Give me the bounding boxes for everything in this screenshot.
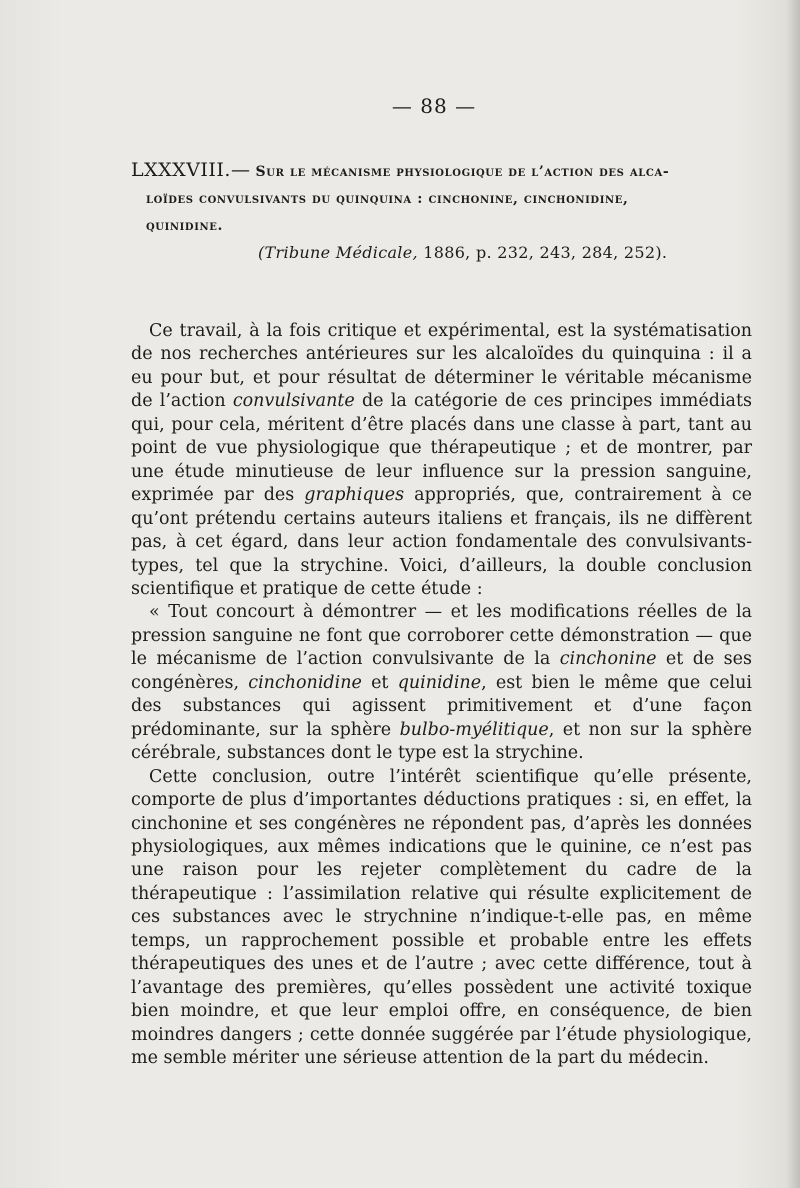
page-number: — 88 —: [391, 94, 477, 118]
paragraph-1: [131, 320, 752, 601]
paragraph-2-italic-cinchonidine: cinchonidine: [248, 672, 362, 693]
page-edge-shadow: [786, 0, 800, 1188]
paragraph-1-italic-graphiques: graphiques: [304, 485, 405, 506]
citation: [258, 243, 667, 262]
citation-journal: (Tribune Médicale,: [258, 243, 418, 262]
body-text: [131, 320, 752, 1071]
paragraph-2-italic-quinidine: quinidine: [397, 672, 482, 693]
entry-title-line-3: quinidine.: [146, 218, 223, 234]
paragraph-2-text-c: et: [361, 672, 398, 693]
paragraph-1-text-c: appropriés, que, contrairement à ce qu’ont prétendu certains auteurs italiens et français, ils ne diffèrent pas, à cet égard, dans leur action fondamentale des convulsivants-types, tel que la strychine. Voici, d’ailleurs, la double conclusion scientifique et pratique de cette étude :: [131, 485, 752, 599]
paragraph-2: [131, 601, 752, 765]
paragraph-2-text-d: , est bien le même que celui des substances qui agissent primitivement et d’une façon prédominante, sur la sphère: [131, 672, 753, 740]
paragraph-1-italic-convulsivante: convulsivante: [232, 391, 355, 412]
paragraph-2-text-a: « Tout concourt à démontrer — et les modifications réelles de la pression sanguine ne font que corroborer cette démonstration — que le mécanisme de l’action convulsivante de la: [131, 602, 752, 670]
paragraph-1-text-b: de la catégorie de ces principes immédiats qui, pour cela, méritent d’être placés dans une classe à part, tant au point de vue physiologique que thérapeutique ; et de montrer, par une étude minutieuse de leur influence sur la pression sanguine, exprimée par des: [131, 391, 752, 506]
entry-title-line-2: loïdes convulsivants du quinquina : cinchonine, cinchonidine,: [146, 191, 629, 207]
paragraph-1-text-a: Ce travail, à la fois critique et expérimental, est la systématisation de nos recherches antérieures sur les alcaloïdes du quinquina : il a eu pour but, et pour résultat de déterminer le véritable mécanisme de l’action: [131, 321, 752, 412]
paragraph-2-italic-cinchonine: cinchonine: [559, 649, 657, 670]
paragraph-2-italic-bulbo-myelitique: bulbo-myélitique: [399, 719, 549, 740]
entry-title-line-1: Sur le mécanisme physiologique de l’action des alca-: [255, 164, 670, 180]
paragraph-3: Cette conclusion, outre l’intérêt scientifique qu’elle présente, comporte de plus d’importantes déductions pratiques : si, en effet, la cinchonine et ses congénères ne répondent pas, d’après les données physiologiques, aux mêmes indications que le quinine, ce n’est pas une raison pour les rejeter complètement du cadre de la thérapeutique : l’assimilation relative qui résulte explicitement de ces substances avec le strychnine n’indique-t-elle pas, en même temps, un rapprochement possible et probable entre les effets thérapeutiques des unes et de l’autre ; avec cette différence, tout à l’avantage des premières, qu’elles possèdent une activité toxique bien moindre, et que leur emploi offre, en conséquence, de bien moindres dangers ; cette donnée suggérée par l’étude physiologique, me semble mériter une sérieuse attention de la part du médecin.: [131, 766, 752, 1069]
entry-number: LXXXVIII.—: [131, 159, 251, 181]
paragraph-2-text-e: , et non sur la sphère cérébrale, substances dont le type est la strychine.: [131, 719, 752, 764]
entry-heading: [131, 157, 759, 240]
citation-details: 1886, p. 232, 243, 284, 252).: [423, 243, 668, 262]
paragraph-2-text-b: et de ses congénères,: [131, 649, 752, 693]
